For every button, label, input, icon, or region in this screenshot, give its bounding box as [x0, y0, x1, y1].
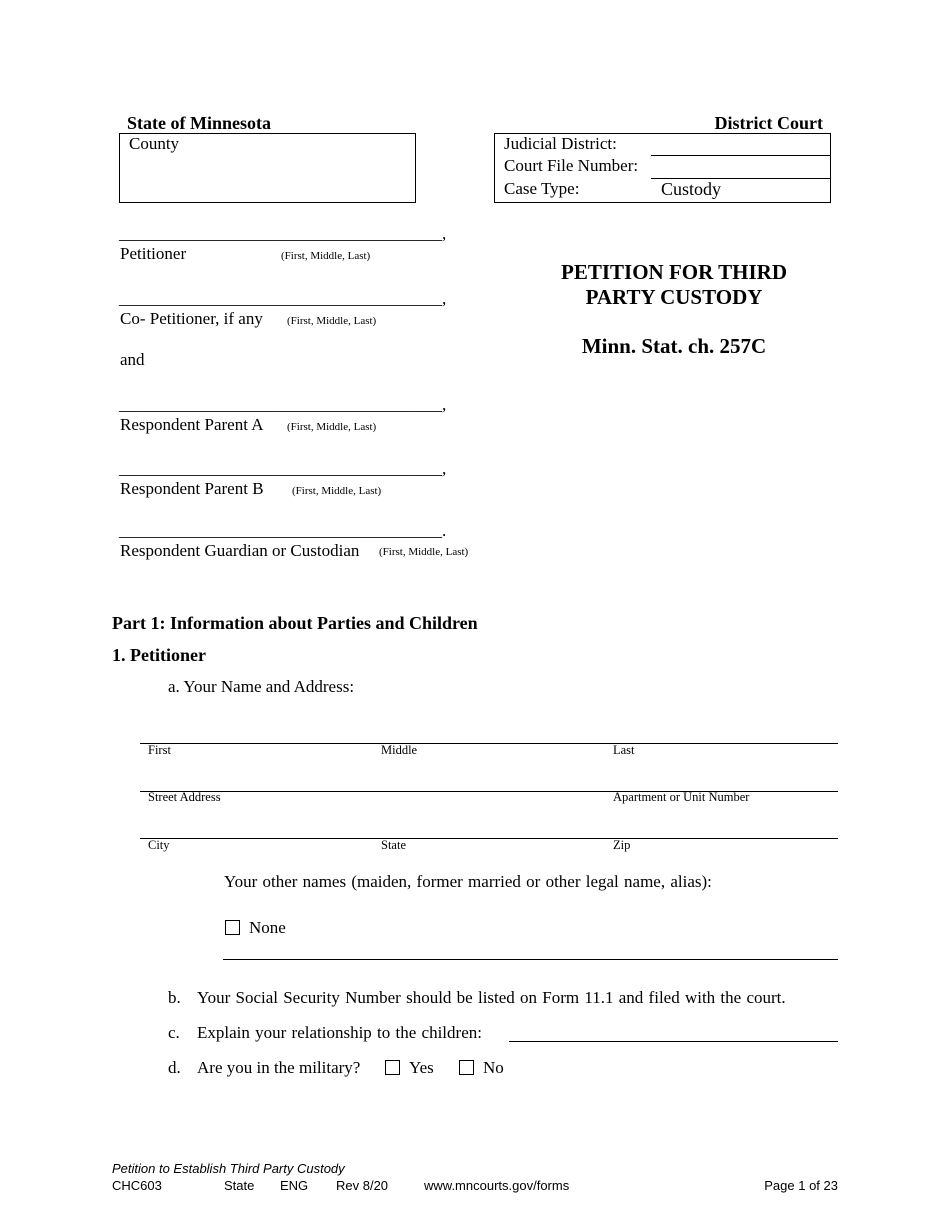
item-b-letter: b.: [168, 988, 181, 1007]
part1-heading: Part 1: Information about Parties and Children: [112, 613, 478, 633]
relationship-field[interactable]: [509, 1041, 838, 1042]
court-heading: District Court: [714, 113, 823, 133]
petitioner-label: Petitioner: [120, 244, 187, 263]
state-heading: State of Minnesota: [127, 113, 271, 133]
other-names-label: Your other names (maiden, former married or other legal name, alias):: [224, 872, 712, 891]
case-type-value: Custody: [661, 179, 722, 199]
item-c-text: Explain your relationship to the children:: [197, 1023, 482, 1042]
state-caption: State: [381, 838, 406, 852]
footer-form-code: CHC603: [112, 1178, 162, 1193]
military-no-checkbox[interactable]: [459, 1060, 474, 1075]
item-a-label: a. Your Name and Address:: [168, 677, 355, 696]
street-address-caption: Street Address: [148, 790, 221, 804]
name-hint: (First, Middle, Last): [287, 315, 377, 327]
name-line[interactable]: [140, 743, 838, 744]
county-label: County: [129, 134, 180, 153]
form-title-line2: PARTY CUSTODY: [585, 285, 763, 309]
city-caption: City: [148, 838, 170, 852]
footer-language: ENG: [280, 1178, 309, 1193]
last-name-caption: Last: [613, 743, 635, 757]
none-checkbox[interactable]: [225, 920, 240, 935]
co-petitioner-name-line[interactable]: ______________________________________,: [119, 289, 447, 308]
name-hint: (First, Middle, Last): [281, 250, 371, 262]
petitioner-name-line[interactable]: ______________________________________,: [119, 224, 447, 243]
name-hint: (First, Middle, Last): [292, 485, 382, 497]
item-c-letter: c.: [168, 1023, 180, 1042]
co-petitioner-label: Co- Petitioner, if any: [120, 309, 263, 328]
none-label: None: [249, 918, 286, 937]
respondent-a-label: Respondent Parent A: [120, 415, 264, 434]
item-b-text: Your Social Security Number should be listed on Form 11.1 and filed with the court.: [197, 988, 786, 1007]
respondent-guardian-label: Respondent Guardian or Custodian: [120, 541, 360, 560]
and-label: and: [120, 350, 145, 369]
footer-url[interactable]: www.mncourts.gov/forms: [424, 1178, 570, 1193]
apt-caption: Apartment or Unit Number: [613, 790, 750, 804]
footer-page-number: Page 1 of 23: [764, 1178, 838, 1193]
case-info-box: [494, 133, 831, 203]
military-yes-checkbox[interactable]: [385, 1060, 400, 1075]
item-d-text: Are you in the military?: [197, 1058, 361, 1077]
respondent-a-name-line[interactable]: ______________________________________,: [119, 395, 447, 414]
city-state-zip-line[interactable]: [140, 838, 838, 839]
form-title-line1: PETITION FOR THIRD: [561, 260, 787, 284]
footer-state: State: [224, 1178, 255, 1193]
judicial-district-label: Judicial District:: [504, 134, 617, 153]
court-file-label: Court File Number:: [504, 156, 639, 175]
respondent-b-label: Respondent Parent B: [120, 479, 264, 498]
footer-revision: Rev 8/20: [336, 1178, 389, 1193]
footer-form-title: Petition to Establish Third Party Custody: [112, 1161, 345, 1176]
respondent-b-name-line[interactable]: ______________________________________,: [119, 459, 447, 478]
case-type-label: Case Type:: [504, 179, 580, 198]
county-box[interactable]: [119, 133, 416, 203]
first-name-caption: First: [148, 743, 171, 757]
name-hint: (First, Middle, Last): [287, 421, 377, 433]
military-yes-label: Yes: [409, 1058, 434, 1077]
statute-reference: Minn. Stat. ch. 257C: [581, 334, 767, 358]
name-hint: (First, Middle, Last): [379, 546, 469, 558]
judicial-district-field[interactable]: [651, 155, 830, 156]
form-title: [534, 260, 814, 310]
military-no-label: No: [483, 1058, 504, 1077]
item-d-letter: d.: [168, 1058, 181, 1077]
respondent-guardian-name-line[interactable]: ______________________________________.: [119, 521, 447, 540]
middle-name-caption: Middle: [381, 743, 418, 757]
section1-heading: 1. Petitioner: [112, 645, 206, 665]
other-names-line[interactable]: [223, 959, 838, 960]
zip-caption: Zip: [613, 838, 631, 852]
